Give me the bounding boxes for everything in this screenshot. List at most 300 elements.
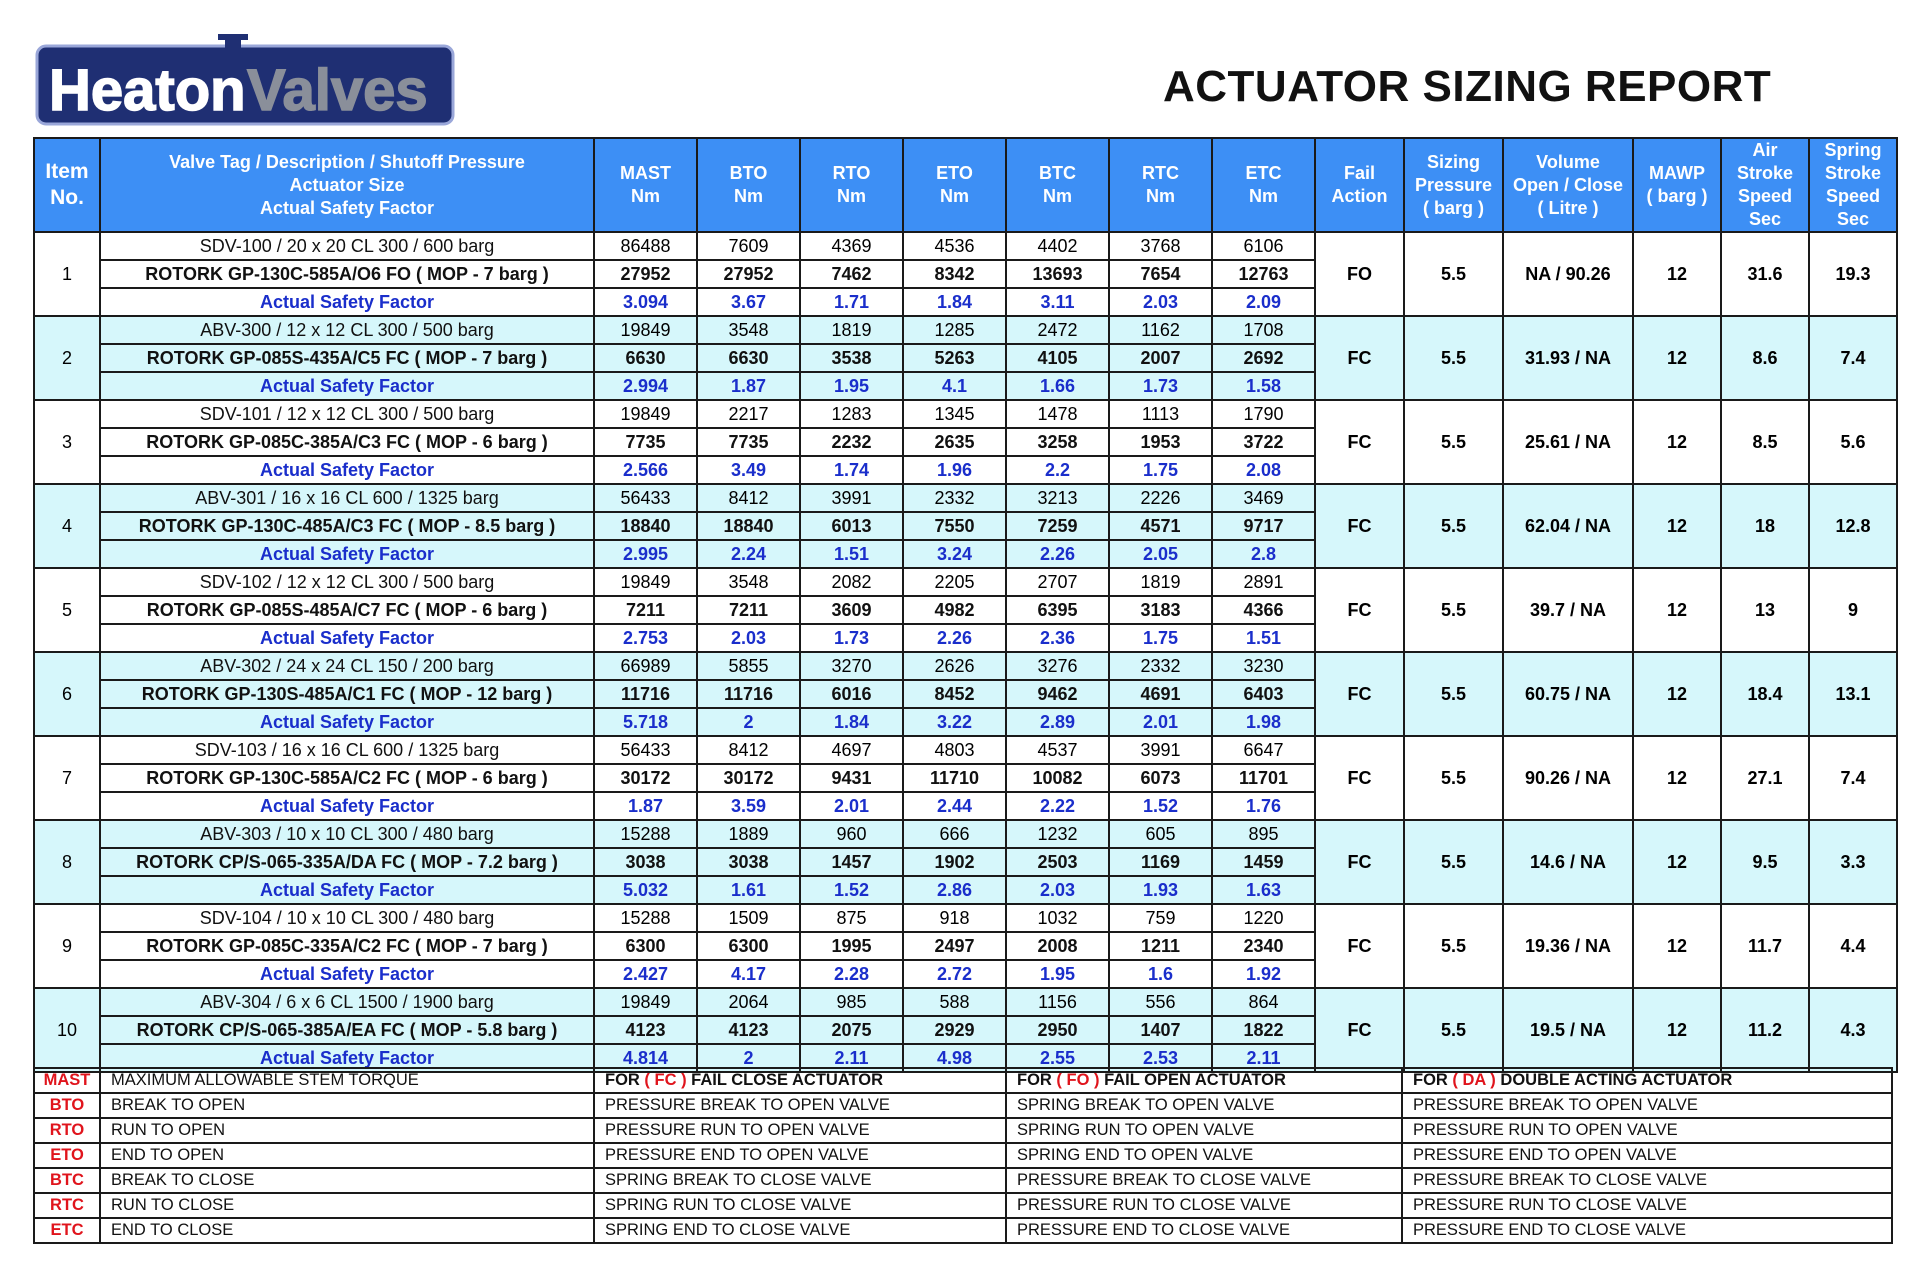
header-line: ( barg ) — [1646, 186, 1708, 206]
torque-rto-required: 2082 — [800, 568, 903, 596]
mawp-value: 12 — [1633, 904, 1721, 988]
sizing-pressure: 5.5 — [1404, 904, 1503, 988]
torque-mast-actuator: 11716 — [594, 680, 697, 708]
legend-fc-desc: SPRING END TO CLOSE VALVE — [594, 1218, 1006, 1243]
safety-factor-mast: 4.814 — [594, 1044, 697, 1072]
safety-factor-bto: 3.67 — [697, 288, 800, 316]
torque-etc-actuator: 2692 — [1212, 344, 1315, 372]
header-line: ( barg ) — [1423, 197, 1484, 218]
header-line: ETO — [936, 163, 973, 183]
torque-mast-required: 86488 — [594, 232, 697, 260]
torque-rto-actuator: 1457 — [800, 848, 903, 876]
air-stroke-speed: 11.2 — [1721, 988, 1809, 1072]
header-air-stroke-speed — [1721, 138, 1809, 232]
torque-etc-actuator: 1459 — [1212, 848, 1315, 876]
torque-rto-actuator: 2075 — [800, 1016, 903, 1044]
header-line: Actual Safety Factor — [259, 197, 435, 218]
torque-bto-required: 8412 — [697, 484, 800, 512]
sizing-pressure: 5.5 — [1404, 568, 1503, 652]
legend-abbreviation: BTC — [34, 1168, 100, 1193]
mawp-value: 12 — [1633, 652, 1721, 736]
torque-etc-actuator: 11701 — [1212, 764, 1315, 792]
torque-rto-actuator: 6013 — [800, 512, 903, 540]
safety-factor-etc: 2.09 — [1212, 288, 1315, 316]
mawp-value: 12 — [1633, 988, 1721, 1072]
item-rows — [34, 232, 1897, 1072]
safety-factor-mast: 5.718 — [594, 708, 697, 736]
header-line: MAWP — [1649, 163, 1705, 183]
legend-header-prefix: FOR — [1017, 1071, 1057, 1089]
sizing-pressure: 5.5 — [1404, 400, 1503, 484]
legend-abbreviation: RTC — [34, 1193, 100, 1218]
safety-factor-rto: 2.11 — [800, 1044, 903, 1072]
safety-factor-mast: 2.566 — [594, 456, 697, 484]
torque-mast-actuator: 27952 — [594, 260, 697, 288]
legend-fo-desc: SPRING END TO OPEN VALVE — [1006, 1143, 1402, 1168]
torque-rto-actuator: 6016 — [800, 680, 903, 708]
torque-mast-required: 19849 — [594, 400, 697, 428]
sizing-pressure: 5.5 — [1404, 652, 1503, 736]
air-stroke-speed: 13 — [1721, 568, 1809, 652]
item-row-tag — [34, 736, 1897, 764]
air-stroke-speed: 11.7 — [1721, 904, 1809, 988]
torque-btc-required: 1232 — [1006, 820, 1109, 848]
torque-rto-actuator: 3609 — [800, 596, 903, 624]
spring-stroke-speed: 9 — [1809, 568, 1897, 652]
safety-factor-bto: 2 — [697, 1044, 800, 1072]
torque-etc-required: 1790 — [1212, 400, 1315, 428]
legend-fc-desc: SPRING RUN TO CLOSE VALVE — [594, 1193, 1006, 1218]
torque-etc-required: 3469 — [1212, 484, 1315, 512]
safety-factor-eto: 3.22 — [903, 708, 1006, 736]
torque-btc-actuator: 3258 — [1006, 428, 1109, 456]
safety-factor-mast: 2.994 — [594, 372, 697, 400]
safety-factor-etc: 2.11 — [1212, 1044, 1315, 1072]
item-row-tag — [34, 652, 1897, 680]
legend-fc-desc: PRESSURE BREAK TO OPEN VALVE — [594, 1093, 1006, 1118]
torque-mast-required: 66989 — [594, 652, 697, 680]
legend-rows — [34, 1068, 1892, 1243]
safety-factor-bto: 2.24 — [697, 540, 800, 568]
fail-action: FC — [1315, 484, 1404, 568]
item-number: 5 — [34, 568, 100, 652]
torque-bto-actuator: 27952 — [697, 260, 800, 288]
spring-stroke-speed: 19.3 — [1809, 232, 1897, 316]
header-line: Stroke — [1824, 163, 1882, 183]
header-bto — [697, 138, 800, 232]
legend-row — [34, 1143, 1892, 1168]
safety-factor-rto: 2.01 — [800, 792, 903, 820]
header-line: No. — [50, 186, 84, 209]
item-row-tag — [34, 484, 1897, 512]
volume-open-close: 62.04 / NA — [1503, 484, 1633, 568]
legend-fc-desc: SPRING BREAK TO CLOSE VALVE — [594, 1168, 1006, 1193]
torque-btc-required: 1478 — [1006, 400, 1109, 428]
header-line: Item — [45, 160, 89, 183]
torque-eto-actuator: 1902 — [903, 848, 1006, 876]
safety-factor-bto: 3.49 — [697, 456, 800, 484]
safety-factor-eto: 4.1 — [903, 372, 1006, 400]
mawp-value: 12 — [1633, 232, 1721, 316]
torque-eto-actuator: 2635 — [903, 428, 1006, 456]
legend-fo-desc: PRESSURE BREAK TO CLOSE VALVE — [1006, 1168, 1402, 1193]
torque-mast-required: 19849 — [594, 988, 697, 1016]
header-line: Nm — [630, 186, 660, 206]
fail-action: FC — [1315, 988, 1404, 1072]
torque-etc-actuator: 4366 — [1212, 596, 1315, 624]
safety-factor-etc: 1.63 — [1212, 876, 1315, 904]
legend-header-code: ( FO ) — [1056, 1071, 1100, 1089]
fail-action: FC — [1315, 820, 1404, 904]
torque-bto-required: 5855 — [697, 652, 800, 680]
spring-stroke-speed: 7.4 — [1809, 736, 1897, 820]
safety-factor-etc: 1.76 — [1212, 792, 1315, 820]
legend-fo-desc: SPRING RUN TO OPEN VALVE — [1006, 1118, 1402, 1143]
valve-tag-description: SDV-100 / 20 x 20 CL 300 / 600 barg — [100, 232, 594, 260]
valve-tag-description: SDV-102 / 12 x 12 CL 300 / 500 barg — [100, 568, 594, 596]
torque-etc-required: 2891 — [1212, 568, 1315, 596]
actuator-size: ROTORK GP-085S-435A/C5 FC ( MOP - 7 barg ) — [100, 344, 594, 372]
torque-bto-required: 2064 — [697, 988, 800, 1016]
item-number: 4 — [34, 484, 100, 568]
torque-eto-required: 2626 — [903, 652, 1006, 680]
torque-eto-required: 4803 — [903, 736, 1006, 764]
torque-rtc-required: 556 — [1109, 988, 1212, 1016]
torque-etc-actuator: 2340 — [1212, 932, 1315, 960]
legend-da-desc: PRESSURE RUN TO OPEN VALVE — [1402, 1118, 1892, 1143]
item-number: 1 — [34, 232, 100, 316]
header-line: BTO — [729, 163, 768, 183]
torque-btc-actuator: 13693 — [1006, 260, 1109, 288]
torque-rto-actuator: 7462 — [800, 260, 903, 288]
spring-stroke-speed: 7.4 — [1809, 316, 1897, 400]
torque-eto-actuator: 4982 — [903, 596, 1006, 624]
legend-da-desc: PRESSURE BREAK TO OPEN VALVE — [1402, 1093, 1892, 1118]
torque-rtc-actuator: 4691 — [1109, 680, 1212, 708]
torque-mast-actuator: 6630 — [594, 344, 697, 372]
torque-rtc-required: 759 — [1109, 904, 1212, 932]
header-line: Nm — [1042, 186, 1072, 206]
legend-header-suffix: FAIL CLOSE ACTUATOR — [686, 1071, 884, 1089]
actuator-sizing-table — [33, 137, 1898, 1073]
torque-eto-actuator: 5263 — [903, 344, 1006, 372]
legend-abbreviation: ETO — [34, 1143, 100, 1168]
volume-open-close: 31.93 / NA — [1503, 316, 1633, 400]
torque-bto-required: 2217 — [697, 400, 800, 428]
safety-factor-btc: 2.26 — [1006, 540, 1109, 568]
legend-row — [34, 1118, 1892, 1143]
torque-btc-actuator: 7259 — [1006, 512, 1109, 540]
fail-action: FC — [1315, 568, 1404, 652]
safety-factor-rto: 1.52 — [800, 876, 903, 904]
torque-eto-required: 4536 — [903, 232, 1006, 260]
safety-factor-label: Actual Safety Factor — [100, 624, 594, 652]
torque-bto-actuator: 11716 — [697, 680, 800, 708]
safety-factor-eto: 4.98 — [903, 1044, 1006, 1072]
safety-factor-rto: 1.73 — [800, 624, 903, 652]
torque-btc-required: 2472 — [1006, 316, 1109, 344]
mawp-value: 12 — [1633, 316, 1721, 400]
torque-btc-required: 2707 — [1006, 568, 1109, 596]
safety-factor-etc: 1.58 — [1212, 372, 1315, 400]
torque-rto-actuator: 3538 — [800, 344, 903, 372]
volume-open-close: 25.61 / NA — [1503, 400, 1633, 484]
safety-factor-rto: 1.51 — [800, 540, 903, 568]
torque-mast-required: 15288 — [594, 904, 697, 932]
sizing-pressure: 5.5 — [1404, 988, 1503, 1072]
torque-rtc-required: 605 — [1109, 820, 1212, 848]
safety-factor-btc: 1.66 — [1006, 372, 1109, 400]
torque-rtc-required: 1162 — [1109, 316, 1212, 344]
safety-factor-eto: 3.24 — [903, 540, 1006, 568]
logo-word-heaton: Heaton — [49, 58, 246, 123]
header-line: ETC — [1245, 163, 1282, 183]
item-number: 8 — [34, 820, 100, 904]
legend-fo-desc: SPRING BREAK TO OPEN VALVE — [1006, 1093, 1402, 1118]
actuator-size: ROTORK GP-130S-485A/C1 FC ( MOP - 12 barg ) — [100, 680, 594, 708]
torque-etc-required: 6106 — [1212, 232, 1315, 260]
torque-mast-actuator: 18840 — [594, 512, 697, 540]
torque-mast-required: 15288 — [594, 820, 697, 848]
torque-bto-required: 7609 — [697, 232, 800, 260]
header-line: Stroke — [1736, 163, 1794, 183]
safety-factor-bto: 1.61 — [697, 876, 800, 904]
legend-header-code: ( DA ) — [1452, 1071, 1496, 1089]
safety-factor-label: Actual Safety Factor — [100, 708, 594, 736]
safety-factor-mast: 2.753 — [594, 624, 697, 652]
header-sizing-pressure — [1404, 138, 1503, 232]
safety-factor-rtc: 1.93 — [1109, 876, 1212, 904]
safety-factor-label: Actual Safety Factor — [100, 1044, 594, 1072]
fail-action: FC — [1315, 400, 1404, 484]
sizing-pressure: 5.5 — [1404, 316, 1503, 400]
header-line: Nm — [733, 186, 763, 206]
mawp-value: 12 — [1633, 484, 1721, 568]
torque-rto-required: 4697 — [800, 736, 903, 764]
legend-description: MAXIMUM ALLOWABLE STEM TORQUE — [100, 1068, 594, 1093]
safety-factor-rtc: 1.52 — [1109, 792, 1212, 820]
volume-open-close: 19.5 / NA — [1503, 988, 1633, 1072]
torque-eto-actuator: 7550 — [903, 512, 1006, 540]
torque-rto-required: 875 — [800, 904, 903, 932]
safety-factor-label: Actual Safety Factor — [100, 960, 594, 988]
header-line: Nm — [1248, 186, 1278, 206]
air-stroke-speed: 9.5 — [1721, 820, 1809, 904]
item-row-tag — [34, 232, 1897, 260]
torque-bto-actuator: 7211 — [697, 596, 800, 624]
torque-mast-actuator: 4123 — [594, 1016, 697, 1044]
air-stroke-speed: 8.5 — [1721, 400, 1809, 484]
torque-mast-required: 19849 — [594, 316, 697, 344]
safety-factor-bto: 3.59 — [697, 792, 800, 820]
fail-action: FC — [1315, 736, 1404, 820]
actuator-size: ROTORK GP-130C-585A/C2 FC ( MOP - 6 barg ) — [100, 764, 594, 792]
header-line: Open / Close — [1512, 174, 1624, 195]
header-line: Sizing — [1427, 151, 1480, 172]
legend-row — [34, 1168, 1892, 1193]
legend-header-fo — [1006, 1068, 1402, 1093]
torque-etc-actuator: 6403 — [1212, 680, 1315, 708]
safety-factor-rtc: 1.6 — [1109, 960, 1212, 988]
mawp-value: 12 — [1633, 820, 1721, 904]
torque-rto-required: 4369 — [800, 232, 903, 260]
torque-mast-actuator: 7735 — [594, 428, 697, 456]
actuator-size: ROTORK GP-085C-335A/C2 FC ( MOP - 7 barg ) — [100, 932, 594, 960]
safety-factor-etc: 1.51 — [1212, 624, 1315, 652]
header-line: Sec — [1836, 209, 1870, 229]
torque-rto-required: 1283 — [800, 400, 903, 428]
actuator-size: ROTORK GP-085S-485A/C7 FC ( MOP - 6 barg ) — [100, 596, 594, 624]
legend-fc-desc: PRESSURE RUN TO OPEN VALVE — [594, 1118, 1006, 1143]
safety-factor-rtc: 1.75 — [1109, 624, 1212, 652]
torque-rtc-actuator: 6073 — [1109, 764, 1212, 792]
actuator-size: ROTORK GP-130C-585A/O6 FO ( MOP - 7 barg ) — [100, 260, 594, 288]
item-row-tag — [34, 568, 1897, 596]
safety-factor-eto: 2.86 — [903, 876, 1006, 904]
spring-stroke-speed: 13.1 — [1809, 652, 1897, 736]
torque-btc-required: 3213 — [1006, 484, 1109, 512]
item-number: 3 — [34, 400, 100, 484]
torque-rto-actuator: 9431 — [800, 764, 903, 792]
header-item-no — [34, 138, 100, 232]
header-line: ( Litre ) — [1537, 197, 1599, 218]
torque-bto-actuator: 7735 — [697, 428, 800, 456]
legend-fc-desc: PRESSURE END TO OPEN VALVE — [594, 1143, 1006, 1168]
legend-fo-desc: PRESSURE END TO CLOSE VALVE — [1006, 1218, 1402, 1243]
safety-factor-etc: 1.98 — [1212, 708, 1315, 736]
torque-mast-required: 56433 — [594, 484, 697, 512]
fail-action: FC — [1315, 904, 1404, 988]
valve-tag-description: ABV-301 / 16 x 16 CL 600 / 1325 barg — [100, 484, 594, 512]
safety-factor-mast: 5.032 — [594, 876, 697, 904]
safety-factor-eto: 2.72 — [903, 960, 1006, 988]
air-stroke-speed: 18.4 — [1721, 652, 1809, 736]
legend-table — [33, 1067, 1893, 1244]
torque-bto-required: 8412 — [697, 736, 800, 764]
safety-factor-label: Actual Safety Factor — [100, 288, 594, 316]
safety-factor-btc: 2.03 — [1006, 876, 1109, 904]
safety-factor-rto: 1.84 — [800, 708, 903, 736]
legend-description: RUN TO CLOSE — [100, 1193, 594, 1218]
torque-rtc-required: 3768 — [1109, 232, 1212, 260]
header-fail-action — [1315, 138, 1404, 232]
torque-rtc-required: 2332 — [1109, 652, 1212, 680]
table-header-row — [34, 138, 1897, 232]
header-btc — [1006, 138, 1109, 232]
safety-factor-eto: 1.84 — [903, 288, 1006, 316]
legend-abbreviation: BTO — [34, 1093, 100, 1118]
item-number: 2 — [34, 316, 100, 400]
safety-factor-rtc: 2.01 — [1109, 708, 1212, 736]
volume-open-close: 39.7 / NA — [1503, 568, 1633, 652]
torque-rtc-actuator: 1169 — [1109, 848, 1212, 876]
header-line: Sec — [1748, 209, 1782, 229]
actuator-size: ROTORK GP-130C-485A/C3 FC ( MOP - 8.5 barg ) — [100, 512, 594, 540]
report-title: ACTUATOR SIZING REPORT — [1163, 62, 1772, 111]
torque-rto-required: 960 — [800, 820, 903, 848]
safety-factor-label: Actual Safety Factor — [100, 876, 594, 904]
safety-factor-rtc: 1.73 — [1109, 372, 1212, 400]
torque-etc-actuator: 1822 — [1212, 1016, 1315, 1044]
spring-stroke-speed: 3.3 — [1809, 820, 1897, 904]
legend-row — [34, 1193, 1892, 1218]
safety-factor-rtc: 2.03 — [1109, 288, 1212, 316]
legend-header-code: ( FC ) — [644, 1071, 687, 1089]
torque-eto-actuator: 8342 — [903, 260, 1006, 288]
actuator-size: ROTORK CP/S-065-335A/DA FC ( MOP - 7.2 barg ) — [100, 848, 594, 876]
volume-open-close: 60.75 / NA — [1503, 652, 1633, 736]
torque-eto-required: 1345 — [903, 400, 1006, 428]
legend-header-suffix: DOUBLE ACTING ACTUATOR — [1495, 1071, 1733, 1089]
item-row-tag — [34, 904, 1897, 932]
legend-row — [34, 1068, 1892, 1093]
volume-open-close: 19.36 / NA — [1503, 904, 1633, 988]
header-line: MAST — [620, 163, 671, 183]
safety-factor-label: Actual Safety Factor — [100, 540, 594, 568]
torque-mast-actuator: 7211 — [594, 596, 697, 624]
sizing-pressure: 5.5 — [1404, 736, 1503, 820]
torque-mast-actuator: 30172 — [594, 764, 697, 792]
air-stroke-speed: 27.1 — [1721, 736, 1809, 820]
safety-factor-bto: 4.17 — [697, 960, 800, 988]
safety-factor-bto: 2 — [697, 708, 800, 736]
torque-rtc-actuator: 1407 — [1109, 1016, 1212, 1044]
torque-btc-actuator: 4105 — [1006, 344, 1109, 372]
safety-factor-bto: 2.03 — [697, 624, 800, 652]
torque-rtc-required: 2226 — [1109, 484, 1212, 512]
fail-action: FO — [1315, 232, 1404, 316]
logo-word-valves: Valves — [247, 58, 428, 123]
torque-eto-required: 588 — [903, 988, 1006, 1016]
safety-factor-mast: 2.995 — [594, 540, 697, 568]
fail-action: FC — [1315, 652, 1404, 736]
safety-factor-bto: 1.87 — [697, 372, 800, 400]
safety-factor-btc: 2.55 — [1006, 1044, 1109, 1072]
torque-rtc-actuator: 1953 — [1109, 428, 1212, 456]
legend-header-prefix: FOR — [605, 1071, 645, 1089]
legend-header-fc — [594, 1068, 1006, 1093]
legend-header-da — [1402, 1068, 1892, 1093]
safety-factor-etc: 1.92 — [1212, 960, 1315, 988]
torque-bto-actuator: 18840 — [697, 512, 800, 540]
spring-stroke-speed: 4.3 — [1809, 988, 1897, 1072]
safety-factor-etc: 2.8 — [1212, 540, 1315, 568]
legend-abbreviation: MAST — [34, 1068, 100, 1093]
safety-factor-eto: 2.44 — [903, 792, 1006, 820]
legend-abbreviation: RTO — [34, 1118, 100, 1143]
torque-mast-required: 56433 — [594, 736, 697, 764]
header-line: Nm — [939, 186, 969, 206]
mawp-value: 12 — [1633, 400, 1721, 484]
torque-etc-required: 6647 — [1212, 736, 1315, 764]
volume-open-close: NA / 90.26 — [1503, 232, 1633, 316]
torque-rto-required: 985 — [800, 988, 903, 1016]
volume-open-close: 14.6 / NA — [1503, 820, 1633, 904]
actuator-size: ROTORK GP-085C-385A/C3 FC ( MOP - 6 barg ) — [100, 428, 594, 456]
heaton-valves-logo — [35, 30, 455, 128]
torque-rtc-actuator: 7654 — [1109, 260, 1212, 288]
header-line: Valve Tag / Description / Shutoff Pressure — [169, 151, 525, 172]
spring-stroke-speed: 4.4 — [1809, 904, 1897, 988]
safety-factor-rtc: 1.75 — [1109, 456, 1212, 484]
header-line: Pressure — [1414, 174, 1493, 195]
torque-eto-required: 918 — [903, 904, 1006, 932]
torque-rtc-actuator: 1211 — [1109, 932, 1212, 960]
torque-rto-required: 3270 — [800, 652, 903, 680]
torque-btc-required: 1156 — [1006, 988, 1109, 1016]
torque-eto-required: 666 — [903, 820, 1006, 848]
safety-factor-btc: 2.36 — [1006, 624, 1109, 652]
